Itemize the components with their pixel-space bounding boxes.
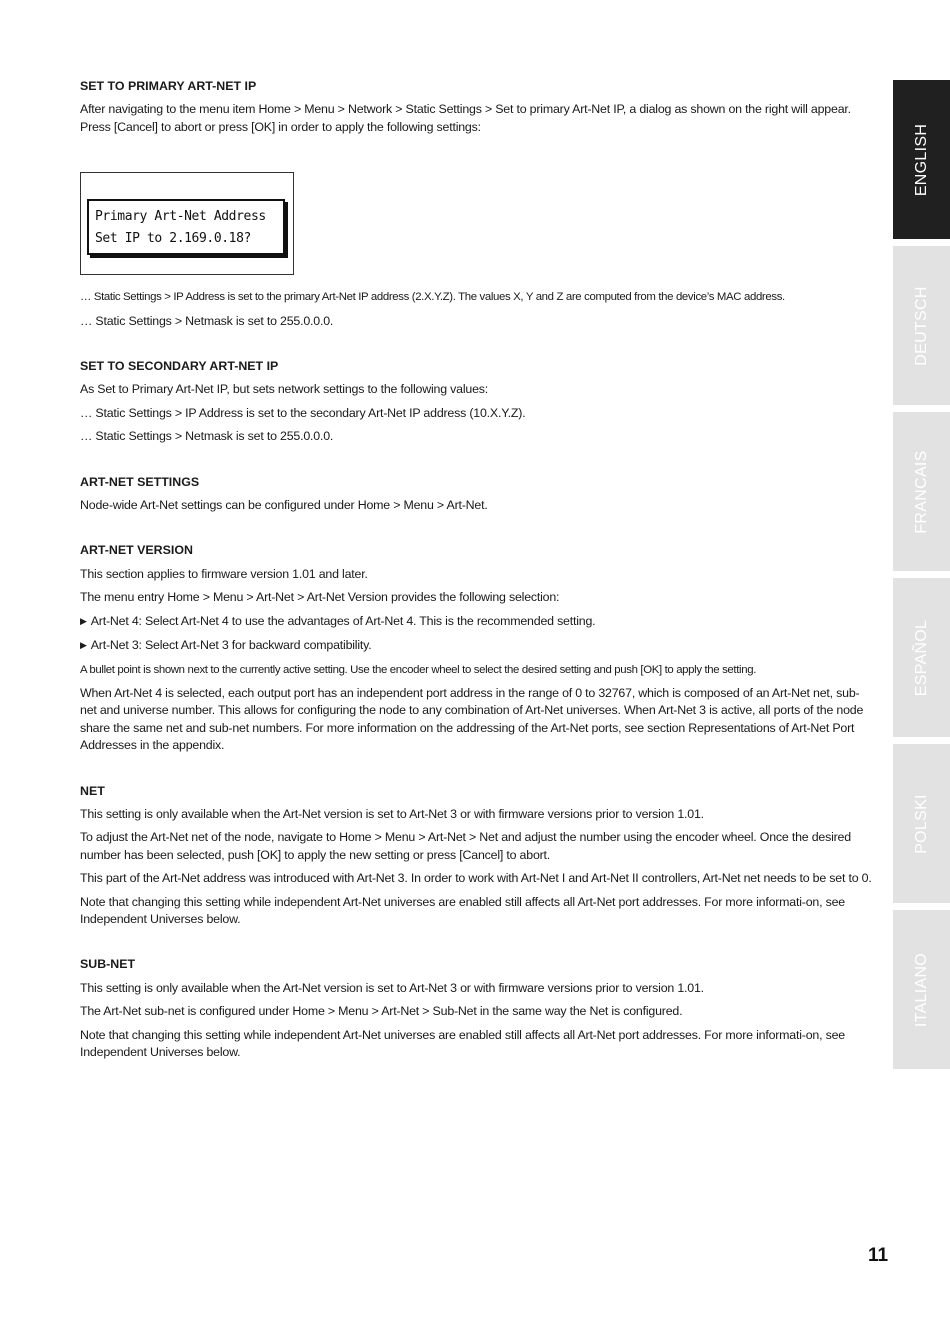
bullet-item: ▶ Art-Net 4: Select Art-Net 4 to use the advantages of Art-Net 4. This is the recommended setting. <box>80 613 872 631</box>
tab-label: ENGLISH <box>912 123 930 196</box>
tab-label: ESPAÑOL <box>912 619 930 696</box>
paragraph: A bullet point is shown next to the currently active setting. Use the encoder wheel to select the desired setting and push [OK] to apply the setting. <box>80 663 757 676</box>
section-heading: ART-NET VERSION <box>80 543 193 558</box>
tab-italiano[interactable] <box>893 910 950 1069</box>
tab-english[interactable] <box>893 80 950 239</box>
paragraph: Note that changing this setting while independent Art-Net universes are enabled still affects all Art-Net port addresses. For more informati-on, see Independent Universes below. <box>80 894 845 926</box>
lcd-line: Primary Art-Net Address <box>95 209 266 225</box>
tab-label: POLSKI <box>912 793 930 854</box>
tab-deutsch[interactable] <box>893 246 950 405</box>
section-heading: SET TO SECONDARY ART-NET IP <box>80 359 279 374</box>
list-item: … Static Settings > IP Address is set to the primary Art-Net IP address (2.X.Y.Z). The values X, Y and Z are computed from the device’s MAC address. <box>80 291 785 304</box>
paragraph: Node-wide Art-Net settings can be configured under Home > Menu > Art-Net. <box>80 498 488 513</box>
paragraph: This part of the Art-Net address was introduced with Art-Net 3. In order to work with Art-Net I and Art-Net II controllers, Art-Net net needs to be set to 0. <box>80 871 872 886</box>
lcd-dialog <box>87 199 285 255</box>
paragraph: This setting is only available when the Art-Net version is set to Art-Net 3 or with firmware versions prior to version 1.01. <box>80 980 704 995</box>
section-heading: SUB-NET <box>80 957 136 972</box>
paragraph: When Art-Net 4 is selected, each output port has an independent port address in the range of 0 to 32767, which is composed of an Art-Net net, sub-net and universe number. This allows for configuring the node to any combination of Art-Net universes. When Art-Net 3 is active, all ports of the node share the same net and sub-net numbers. For more information on the addressing of the Art-Net ports, see section Representations of Art-Net Port Addresses in the appendix. <box>80 685 864 753</box>
section-heading: NET <box>80 783 105 798</box>
section-heading: SET TO PRIMARY ART-NET IP <box>80 79 257 93</box>
tab-label: FRANCAIS <box>912 449 930 534</box>
section-heading: ART-NET SETTINGS <box>80 474 200 489</box>
section-artnet-settings <box>80 474 872 515</box>
section-artnet-version <box>80 542 872 754</box>
tab-francais[interactable] <box>893 412 950 571</box>
paragraph: This section applies to firmware version 1.01 and later. <box>80 566 368 581</box>
lcd-line: Set IP to 2.169.0.18? <box>95 231 251 247</box>
page-content <box>80 78 872 1089</box>
bullet-item: ▶ Art-Net 3: Select Art-Net 3 for backward compatibility. <box>80 637 872 655</box>
paragraph: To adjust the Art-Net net of the node, navigate to Home > Menu > Art-Net > Net and adjust the number using the encoder wheel. Once the desired number has been selected, push [OK] to apply the new setting or press [Cancel] to abort. <box>80 830 851 862</box>
paragraph: The menu entry Home > Menu > Art-Net > Art-Net Version provides the following selection: <box>80 590 560 605</box>
list-item: … Static Settings > Netmask is set to 255.0.0.0. <box>80 429 334 444</box>
page-number: 11 <box>868 1245 889 1266</box>
section-secondary-ip <box>80 358 872 446</box>
tab-label: ITALIANO <box>912 952 930 1027</box>
paragraph: After navigating to the menu item Home > Menu > Network > Static Settings > Set to primary Art-Net IP, a dialog as shown on the right will appear. Press [Cancel] to abort or press [OK] in order to apply the following settings: <box>80 102 851 134</box>
language-tabs <box>893 80 950 1076</box>
tab-label: DEUTSCH <box>912 285 930 366</box>
paragraph: The Art-Net sub-net is configured under Home > Menu > Art-Net > Sub-Net in the same way the Net is configured. <box>80 1004 683 1019</box>
list-item: … Static Settings > IP Address is set to the secondary Art-Net IP address (10.X.Y.Z). <box>80 405 526 420</box>
section-net <box>80 783 872 929</box>
section-primary-ip <box>80 78 872 330</box>
paragraph: This setting is only available when the Art-Net version is set to Art-Net 3 or with firmware versions prior to version 1.01. <box>80 806 704 821</box>
section-subnet <box>80 956 872 1061</box>
lcd-dialog-figure <box>80 172 294 275</box>
paragraph: Note that changing this setting while independent Art-Net universes are enabled still affects all Art-Net port addresses. For more informati-on, see Independent Universes below. <box>80 1027 845 1059</box>
tab-espanol[interactable] <box>893 578 950 737</box>
list-item: … Static Settings > Netmask is set to 255.0.0.0. <box>80 313 334 328</box>
tab-polski[interactable] <box>893 744 950 903</box>
paragraph: As Set to Primary Art-Net IP, but sets network settings to the following values: <box>80 382 488 397</box>
